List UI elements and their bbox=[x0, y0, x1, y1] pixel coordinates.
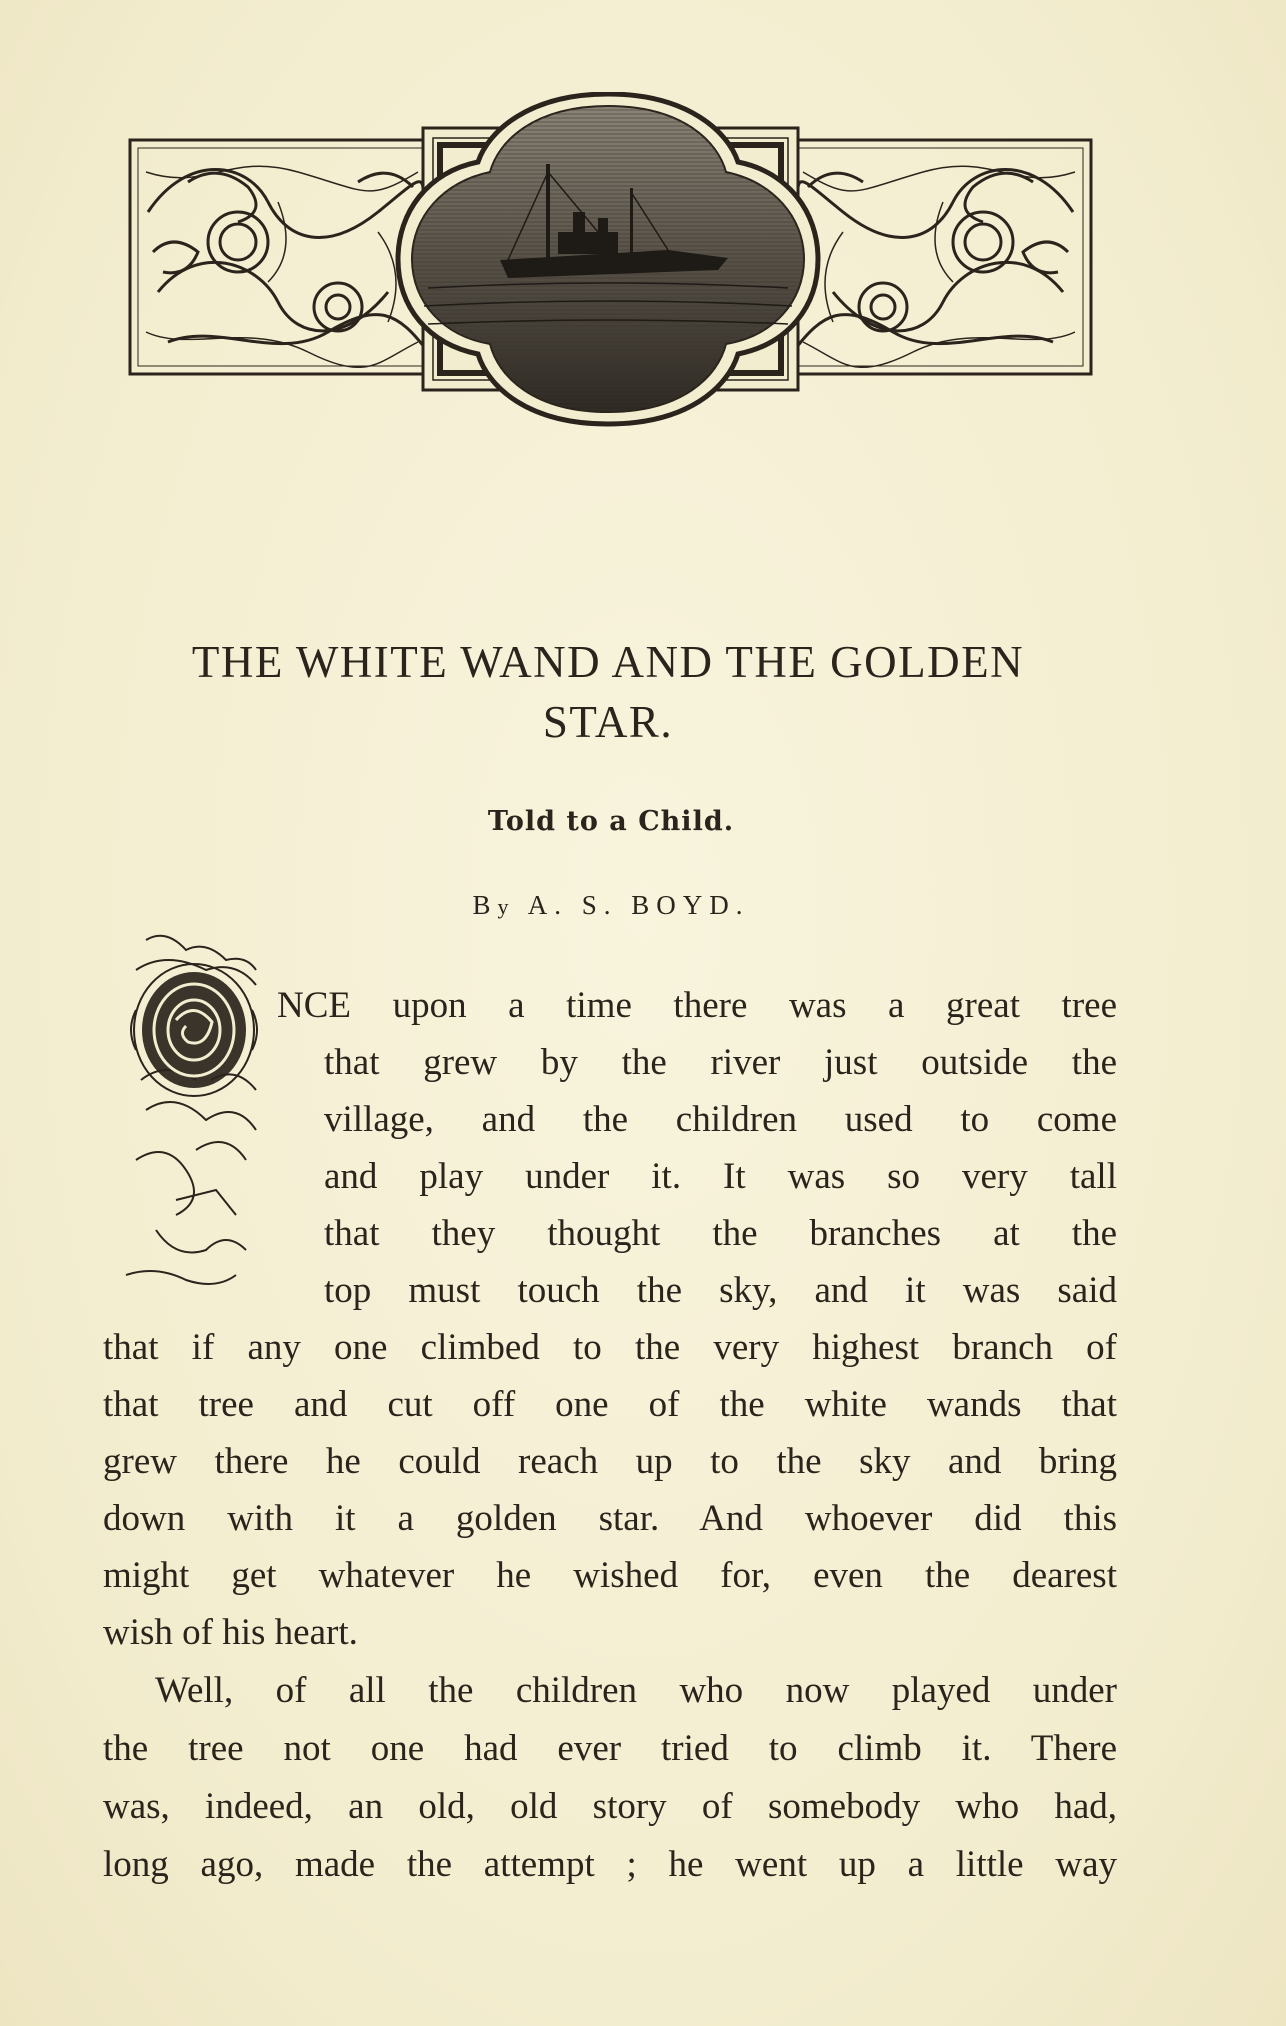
text-line: wish of his heart. bbox=[103, 1612, 358, 1653]
text-line: down with it a golden star. And whoever did this bbox=[103, 1498, 1117, 1539]
headpiece-engraving bbox=[128, 92, 1093, 428]
story-title bbox=[100, 632, 1116, 752]
text-line: was, indeed, an old, old story of somebody who had, bbox=[103, 1786, 1117, 1827]
text-line: and play under it. It was so very tall bbox=[324, 1156, 1117, 1197]
text-line: that if any one climbed to the very highest branch of bbox=[103, 1327, 1117, 1368]
text-line: Well, of all the children who now played under bbox=[155, 1670, 1117, 1711]
text-line: village, and the children used to come bbox=[324, 1099, 1117, 1140]
text-line: long ago, made the attempt ; he went up a little way bbox=[103, 1844, 1117, 1885]
text-line: that grew by the river just outside the bbox=[324, 1042, 1117, 1083]
text-line: top must touch the sky, and it was said bbox=[324, 1270, 1117, 1311]
text-line: the tree not one had ever tried to climb it. There bbox=[103, 1728, 1117, 1769]
ornamental-drop-cap bbox=[116, 930, 266, 1300]
text-line: NCE upon a time there was a great tree bbox=[277, 985, 1117, 1026]
byline-prefix-rest: y bbox=[497, 894, 516, 919]
byline-author: A. S. BOYD. bbox=[527, 890, 750, 920]
text-line: that they thought the branches at the bbox=[324, 1213, 1117, 1254]
text-line: that tree and cut off one of the white wands that bbox=[103, 1384, 1117, 1425]
story-title-line-1: THE WHITE WAND AND THE GOLDEN bbox=[191, 637, 1025, 687]
story-subtitle: Told to a Child. bbox=[487, 806, 735, 837]
text-line: grew there he could reach up to the sky and bring bbox=[103, 1441, 1117, 1482]
text-line: might get whatever he wished for, even the dearest bbox=[103, 1555, 1117, 1596]
story-title-line-2: STAR. bbox=[542, 697, 674, 747]
byline-prefix-initial: B bbox=[472, 890, 498, 920]
author-byline bbox=[0, 890, 1222, 921]
